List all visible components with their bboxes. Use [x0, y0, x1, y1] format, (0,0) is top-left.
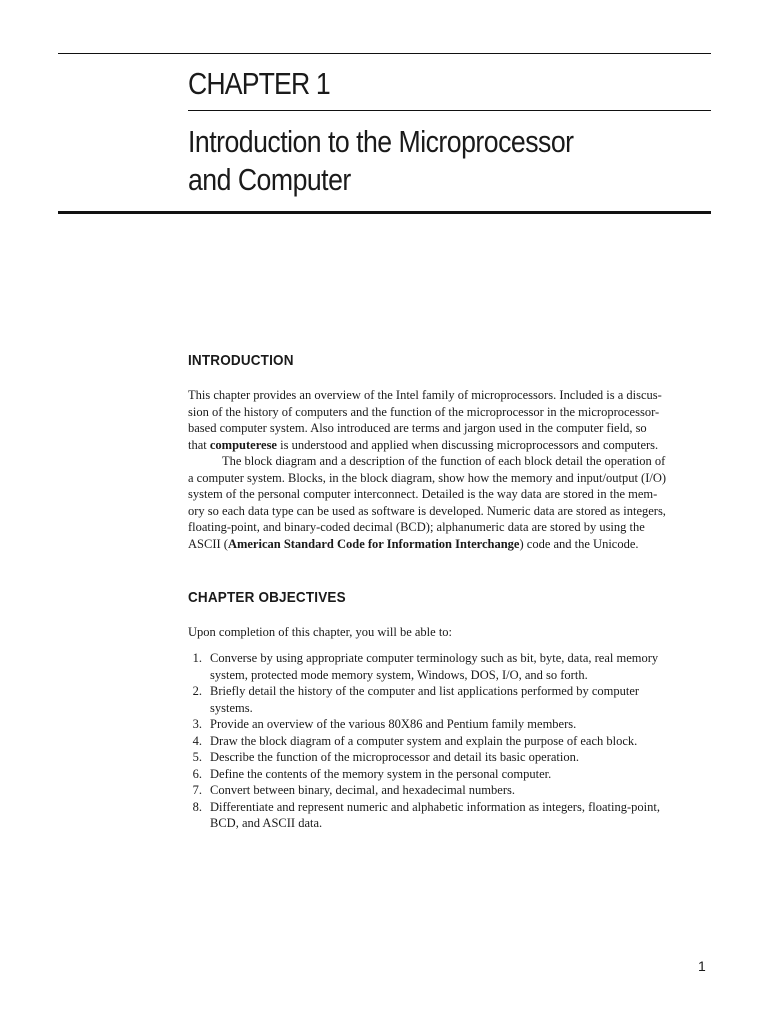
text-line: system, protected mode memory system, Windows, DOS, I/O, and so forth. — [210, 667, 588, 682]
list-number: 8. — [192, 799, 202, 814]
text-line: Convert between binary, decimal, and hexadecimal numbers. — [210, 783, 515, 797]
text-line: ory so each data type can be used as software is developed. Numeric data are stored as integers, — [188, 503, 666, 518]
text-run: ASCII ( — [188, 536, 228, 551]
text-line: Describe the function of the microprocessor and detail its basic operation. — [210, 750, 579, 764]
text-line: BCD, and ASCII data. — [210, 816, 323, 830]
text-line: a computer system. Blocks, in the block diagram, show how the memory and input/output (I/O) — [188, 470, 667, 485]
text-run: that — [188, 437, 210, 452]
text-line — [188, 536, 712, 553]
list-item — [188, 766, 712, 783]
list-item — [188, 799, 712, 832]
term-ascii: American Standard Code for Information Interchange — [227, 536, 520, 551]
text-line: The block diagram and a description of the function of each block detail the operation of — [222, 454, 666, 468]
term-computerese: computerese — [209, 437, 277, 452]
text-run: ) code and the Unicode. — [519, 536, 639, 551]
objectives-heading: CHAPTER OBJECTIVES — [188, 589, 346, 606]
chapter-title-line: and Computer — [188, 162, 351, 197]
text-line: systems. — [210, 700, 253, 715]
text-line: Draw the block diagram of a computer system and explain the purpose of each block. — [210, 733, 638, 748]
title-bottom-rule — [58, 211, 711, 214]
list-number: 7. — [192, 783, 202, 797]
objectives-lead: Upon completion of this chapter, you will be able to: — [188, 625, 453, 639]
list-number: 5. — [192, 750, 202, 764]
text-line: system of the personal computer interconnect. Detailed is the way data are stored in the mem- — [188, 487, 658, 501]
text-line — [188, 437, 712, 454]
text-line: This chapter provides an overview of the Intel family of microprocessors. Included is a discus- — [188, 388, 662, 402]
text-line: Define the contents of the memory system in the personal computer. — [210, 766, 552, 781]
list-item — [188, 683, 712, 716]
introduction-heading: INTRODUCTION — [188, 352, 294, 369]
list-number: 4. — [192, 733, 202, 748]
chapter-label: CHAPTER 1 — [188, 66, 330, 101]
list-item — [188, 782, 712, 799]
chapter-divider-rule — [188, 110, 711, 111]
page-number: 1 — [698, 958, 706, 974]
list-item — [188, 650, 712, 683]
text-line: based computer system. Also introduced are terms and jargon used in the computer field, so — [188, 421, 647, 435]
text-line: Differentiate and represent numeric and alphabetic information as integers, floating-point, — [210, 799, 660, 814]
list-item — [188, 749, 712, 766]
chapter-title-line: Introduction to the Microprocessor — [188, 124, 574, 159]
text-line: floating-point, and binary-coded decimal (BCD); alphanumeric data are stored by using the — [188, 520, 645, 534]
list-number: 6. — [192, 766, 202, 781]
list-item — [188, 716, 712, 733]
text-line: Provide an overview of the various 80X86 and Pentium family members. — [210, 717, 577, 731]
list-number: 3. — [192, 717, 202, 731]
list-item — [188, 733, 712, 750]
introduction-body — [188, 387, 712, 552]
text-line: Converse by using appropriate computer terminology such as bit, byte, data, real memory — [210, 651, 659, 665]
chapter-title — [188, 123, 574, 199]
text-run: is understood and applied when discussing microprocessors and computers. — [276, 437, 659, 452]
text-line: sion of the history of computers and the function of the microprocessor in the microprocessor- — [188, 404, 660, 419]
list-number: 1. — [192, 651, 202, 665]
list-number: 2. — [192, 684, 202, 698]
top-rule — [58, 53, 711, 54]
text-line: Briefly detail the history of the computer and list applications performed by computer — [210, 684, 640, 698]
objectives-list — [188, 650, 712, 832]
